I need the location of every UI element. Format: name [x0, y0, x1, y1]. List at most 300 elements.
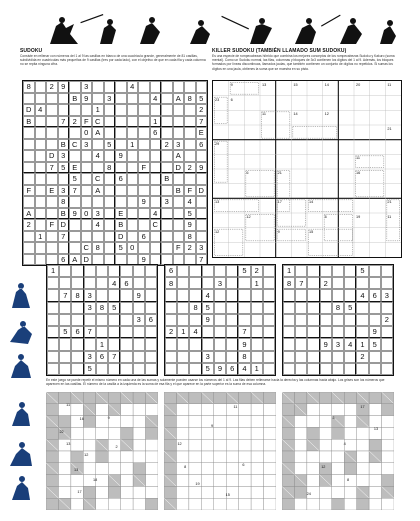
hex-sudoku-cell[interactable] [196, 231, 208, 243]
sudoku-cell[interactable]: 4 [189, 326, 201, 338]
sudoku-cell[interactable]: 6 [96, 351, 108, 363]
hex-sudoku-cell[interactable]: A [92, 185, 104, 197]
hex-sudoku-cell[interactable]: D [115, 231, 127, 243]
hex-sudoku-cell[interactable] [69, 81, 81, 93]
hex-sudoku-cell[interactable]: 7 [196, 254, 208, 266]
sudoku-cell[interactable] [332, 289, 344, 301]
sudoku-cell[interactable] [238, 302, 250, 314]
hex-sudoku-cell[interactable]: 7 [58, 116, 70, 128]
sudoku-cell[interactable] [189, 363, 201, 375]
hex-sudoku-cell[interactable] [81, 173, 93, 185]
sudoku-cell[interactable]: 6 [120, 277, 132, 289]
hex-sudoku-cell[interactable] [115, 185, 127, 197]
hex-sudoku-cell[interactable]: E [115, 208, 127, 220]
hex-sudoku-cell[interactable]: 5 [115, 242, 127, 254]
sudoku-cell[interactable] [84, 338, 96, 350]
sudoku-cell[interactable] [189, 351, 201, 363]
sudoku-cell[interactable] [96, 326, 108, 338]
hex-sudoku-cell[interactable] [150, 173, 162, 185]
hex-sudoku-cell[interactable]: 3 [104, 93, 116, 105]
hex-sudoku-cell[interactable] [92, 162, 104, 174]
sudoku-cell[interactable] [251, 351, 263, 363]
hex-sudoku-cell[interactable] [81, 185, 93, 197]
hex-sudoku-cell[interactable]: 2 [23, 219, 35, 231]
hex-sudoku-cell[interactable]: C [92, 173, 104, 185]
hex-sudoku-cell[interactable]: 4 [150, 208, 162, 220]
hex-sudoku-cell[interactable]: D [46, 150, 58, 162]
sudoku-cell[interactable] [145, 351, 157, 363]
sudoku-cell[interactable] [356, 363, 368, 375]
sudoku-cell[interactable] [238, 277, 250, 289]
sudoku-cell[interactable] [307, 314, 319, 326]
hex-sudoku-cell[interactable] [150, 162, 162, 174]
sudoku-cell[interactable] [263, 338, 275, 350]
sudoku-cell[interactable]: 3 [381, 289, 393, 301]
sudoku-cell[interactable]: 1 [96, 338, 108, 350]
hex-sudoku-cell[interactable] [173, 116, 185, 128]
sudoku-cell[interactable] [108, 314, 120, 326]
sudoku-cell[interactable]: 3 [133, 314, 145, 326]
hex-sudoku-cell[interactable] [138, 173, 150, 185]
hex-sudoku-cell[interactable] [138, 93, 150, 105]
hex-sudoku-cell[interactable]: 3 [81, 81, 93, 93]
hex-sudoku-cell[interactable]: 4 [35, 104, 47, 116]
hex-sudoku-cell[interactable] [115, 196, 127, 208]
hex-sudoku-cell[interactable] [23, 150, 35, 162]
hex-sudoku-cell[interactable] [127, 104, 139, 116]
sudoku-cell[interactable]: 2 [165, 326, 177, 338]
hex-sudoku-cell[interactable]: 6 [138, 231, 150, 243]
hex-sudoku-cell[interactable] [46, 93, 58, 105]
hex-sudoku-cell[interactable] [23, 242, 35, 254]
sudoku-cell[interactable] [238, 314, 250, 326]
hex-sudoku-cell[interactable] [138, 242, 150, 254]
hex-sudoku-cell[interactable] [138, 127, 150, 139]
sudoku-cell[interactable] [320, 302, 332, 314]
sudoku-cell[interactable] [226, 338, 238, 350]
sudoku-cell[interactable] [344, 289, 356, 301]
hex-sudoku-cell[interactable] [173, 173, 185, 185]
sudoku-cell[interactable]: 2 [356, 351, 368, 363]
hex-sudoku-cell[interactable] [150, 150, 162, 162]
hex-sudoku-cell[interactable] [127, 127, 139, 139]
sudoku-cell[interactable] [344, 351, 356, 363]
sudoku-cell[interactable]: 1 [356, 338, 368, 350]
hex-sudoku-cell[interactable] [115, 104, 127, 116]
hex-sudoku-cell[interactable]: 8 [92, 242, 104, 254]
sudoku-cell[interactable] [226, 326, 238, 338]
hex-sudoku-cell[interactable]: 6 [115, 173, 127, 185]
sudoku-cell[interactable] [108, 326, 120, 338]
sudoku-cell[interactable]: 7 [108, 351, 120, 363]
hex-sudoku-cell[interactable]: F [184, 185, 196, 197]
sudoku-cell[interactable] [344, 277, 356, 289]
sudoku-cell[interactable] [133, 338, 145, 350]
sudoku-cell[interactable]: 3 [84, 351, 96, 363]
sudoku-cell[interactable] [177, 265, 189, 277]
sudoku-cell[interactable] [381, 302, 393, 314]
hex-sudoku-cell[interactable] [35, 81, 47, 93]
hex-sudoku-cell[interactable] [138, 185, 150, 197]
hex-sudoku-cell[interactable] [150, 139, 162, 151]
hex-sudoku-cell[interactable] [138, 208, 150, 220]
hex-sudoku-cell[interactable] [35, 127, 47, 139]
sudoku-cell[interactable] [47, 326, 59, 338]
hex-sudoku-cell[interactable] [115, 139, 127, 151]
sudoku-cell[interactable] [369, 363, 381, 375]
hex-sudoku-cell[interactable] [127, 185, 139, 197]
hex-sudoku-cell[interactable] [173, 81, 185, 93]
sudoku-cell[interactable] [263, 326, 275, 338]
hex-sudoku-cell[interactable] [173, 208, 185, 220]
hex-sudoku-cell[interactable] [161, 116, 173, 128]
hex-sudoku-cell[interactable] [23, 139, 35, 151]
hex-sudoku-cell[interactable] [46, 139, 58, 151]
sudoku-cell[interactable] [295, 338, 307, 350]
hex-sudoku-cell[interactable]: 4 [150, 93, 162, 105]
hex-sudoku-cell[interactable] [184, 173, 196, 185]
hex-sudoku-cell[interactable] [92, 81, 104, 93]
hex-sudoku-cell[interactable] [69, 242, 81, 254]
hex-sudoku-cell[interactable]: A [92, 127, 104, 139]
sudoku-cell[interactable] [369, 265, 381, 277]
hex-sudoku-cell[interactable] [150, 81, 162, 93]
hex-sudoku-cell[interactable] [35, 196, 47, 208]
sudoku-cell[interactable] [251, 314, 263, 326]
sudoku-cell[interactable] [369, 277, 381, 289]
sudoku-cell[interactable] [307, 289, 319, 301]
sudoku-cell[interactable] [214, 302, 226, 314]
sudoku-cell[interactable] [369, 302, 381, 314]
sudoku-cell[interactable] [283, 351, 295, 363]
hex-sudoku-cell[interactable]: D [81, 254, 93, 266]
sudoku-cell[interactable] [47, 363, 59, 375]
hex-sudoku-cell[interactable]: 5 [58, 162, 70, 174]
sudoku-cell[interactable] [71, 277, 83, 289]
sudoku-cell[interactable] [71, 314, 83, 326]
hex-sudoku-cell[interactable] [23, 231, 35, 243]
hex-sudoku-cell[interactable]: C [92, 116, 104, 128]
hex-sudoku-cell[interactable] [138, 104, 150, 116]
sudoku-cell[interactable] [96, 314, 108, 326]
sudoku-cell[interactable]: 3 [84, 289, 96, 301]
hex-sudoku-cell[interactable] [35, 93, 47, 105]
sudoku-cell[interactable]: 8 [71, 289, 83, 301]
sudoku-cell[interactable] [381, 326, 393, 338]
sudoku-cell[interactable]: 8 [165, 277, 177, 289]
hex-sudoku-cell[interactable] [184, 104, 196, 116]
hex-sudoku-cell[interactable]: 1 [92, 104, 104, 116]
hex-sudoku-cell[interactable]: C [69, 139, 81, 151]
sudoku-cell[interactable]: 2 [320, 277, 332, 289]
hex-sudoku-cell[interactable] [104, 81, 116, 93]
sudoku-cell[interactable] [332, 351, 344, 363]
hex-sudoku-cell[interactable] [161, 93, 173, 105]
sudoku-cell[interactable] [307, 351, 319, 363]
hex-sudoku-cell[interactable]: 3 [81, 139, 93, 151]
hex-sudoku-cell[interactable] [196, 196, 208, 208]
hex-sudoku-cell[interactable]: 9 [81, 93, 93, 105]
hex-sudoku-cell[interactable]: 8 [23, 81, 35, 93]
sudoku-cell[interactable] [202, 338, 214, 350]
sudoku-cell[interactable] [226, 314, 238, 326]
sudoku-cell[interactable] [263, 265, 275, 277]
hex-sudoku-cell[interactable]: B [58, 139, 70, 151]
hex-sudoku-cell[interactable]: 8 [184, 93, 196, 105]
hex-sudoku-cell[interactable] [127, 93, 139, 105]
hex-sudoku-cell[interactable] [104, 208, 116, 220]
hex-sudoku-cell[interactable] [104, 196, 116, 208]
hex-sudoku-cell[interactable]: E [196, 127, 208, 139]
sudoku-cell[interactable] [283, 289, 295, 301]
hex-sudoku-cell[interactable]: 5 [69, 173, 81, 185]
sudoku-cell[interactable] [96, 265, 108, 277]
hex-sudoku-cell[interactable]: 8 [58, 196, 70, 208]
sudoku-cell[interactable]: 7 [84, 326, 96, 338]
hex-sudoku-cell[interactable] [104, 104, 116, 116]
hex-sudoku-cell[interactable] [184, 81, 196, 93]
sudoku-cell[interactable] [145, 302, 157, 314]
sudoku-cell[interactable] [145, 265, 157, 277]
hex-sudoku-cell[interactable] [161, 242, 173, 254]
hex-sudoku-cell[interactable] [23, 162, 35, 174]
hex-sudoku-cell[interactable] [69, 127, 81, 139]
hex-sudoku-cell[interactable]: 9 [58, 81, 70, 93]
hex-sudoku-cell[interactable] [104, 231, 116, 243]
hex-sudoku-cell[interactable] [81, 150, 93, 162]
hex-sudoku-cell[interactable]: B [161, 173, 173, 185]
sudoku-cell[interactable] [96, 363, 108, 375]
hex-sudoku-cell[interactable] [104, 185, 116, 197]
sudoku-cell[interactable] [320, 265, 332, 277]
sudoku-cell[interactable] [369, 314, 381, 326]
hex-sudoku-cell[interactable]: 7 [69, 185, 81, 197]
hex-sudoku-cell[interactable]: 5 [196, 93, 208, 105]
hex-sudoku-cell[interactable]: D [23, 104, 35, 116]
sudoku-cell[interactable] [251, 326, 263, 338]
hex-sudoku-cell[interactable] [104, 219, 116, 231]
hex-sudoku-cell[interactable]: 9 [138, 254, 150, 266]
hex-sudoku-cell[interactable] [46, 173, 58, 185]
hex-sudoku-cell[interactable]: 1 [150, 116, 162, 128]
sudoku-cell[interactable]: 9 [133, 289, 145, 301]
hex-sudoku-cell[interactable]: B [23, 116, 35, 128]
sudoku-cell[interactable]: 4 [108, 277, 120, 289]
hex-sudoku-cell[interactable]: E [46, 185, 58, 197]
sudoku-cell[interactable] [120, 338, 132, 350]
hex-sudoku-cell[interactable] [92, 231, 104, 243]
sudoku-cell[interactable] [381, 363, 393, 375]
sudoku-cell[interactable] [47, 351, 59, 363]
hex-sudoku-cell[interactable]: B [115, 219, 127, 231]
hex-sudoku-cell[interactable] [35, 173, 47, 185]
sudoku-cell[interactable] [283, 338, 295, 350]
hex-sudoku-cell[interactable] [173, 231, 185, 243]
sudoku-cell[interactable] [145, 326, 157, 338]
sudoku-cell[interactable] [145, 289, 157, 301]
sudoku-cell[interactable]: 5 [356, 265, 368, 277]
hex-sudoku-cell[interactable]: D [58, 219, 70, 231]
hex-sudoku-cell[interactable] [23, 254, 35, 266]
hex-sudoku-cell[interactable]: A [173, 150, 185, 162]
sudoku-cell[interactable] [71, 265, 83, 277]
hex-sudoku-cell[interactable]: 1 [35, 231, 47, 243]
sudoku-cell[interactable] [47, 277, 59, 289]
sudoku-cell[interactable]: 7 [238, 326, 250, 338]
sudoku-cell[interactable]: 3 [332, 338, 344, 350]
sudoku-cell[interactable]: 8 [189, 302, 201, 314]
hex-sudoku-cell[interactable] [161, 185, 173, 197]
sudoku-cell[interactable] [47, 338, 59, 350]
sudoku-cell[interactable] [295, 326, 307, 338]
sudoku-cell[interactable]: 8 [283, 277, 295, 289]
sudoku-cell[interactable] [133, 302, 145, 314]
sudoku-cell[interactable] [332, 363, 344, 375]
hex-sudoku-cell[interactable]: 3 [58, 185, 70, 197]
hex-sudoku-cell[interactable] [35, 139, 47, 151]
sudoku-cell[interactable]: 6 [145, 314, 157, 326]
sudoku-cell[interactable] [71, 338, 83, 350]
sudoku-cell[interactable] [165, 363, 177, 375]
sudoku-cell[interactable] [120, 363, 132, 375]
sudoku-cell[interactable] [263, 351, 275, 363]
hex-sudoku-cell[interactable]: 3 [58, 150, 70, 162]
sudoku-cell[interactable] [47, 302, 59, 314]
sudoku-cell[interactable] [356, 302, 368, 314]
sudoku-cell[interactable] [263, 363, 275, 375]
sudoku-cell[interactable] [59, 363, 71, 375]
sudoku-cell[interactable] [226, 289, 238, 301]
sudoku-cell[interactable] [165, 351, 177, 363]
sudoku-cell[interactable] [59, 265, 71, 277]
sudoku-cell[interactable] [189, 314, 201, 326]
sudoku-cell[interactable]: 3 [84, 302, 96, 314]
hex-sudoku-cell[interactable] [173, 104, 185, 116]
hex-sudoku-cell[interactable] [184, 139, 196, 151]
hex-sudoku-cell[interactable] [150, 196, 162, 208]
sudoku-cell[interactable] [295, 351, 307, 363]
hex-sudoku-cell[interactable] [69, 104, 81, 116]
hex-sudoku-cell[interactable]: 3 [161, 196, 173, 208]
hex-sudoku-cell[interactable] [69, 196, 81, 208]
hex-sudoku-cell[interactable]: C [150, 219, 162, 231]
hex-sudoku-cell[interactable] [138, 81, 150, 93]
sudoku-cell[interactable] [307, 338, 319, 350]
hex-sudoku-cell[interactable] [35, 242, 47, 254]
hex-sudoku-cell[interactable] [104, 242, 116, 254]
hex-sudoku-cell[interactable] [127, 196, 139, 208]
sudoku-cell[interactable] [145, 363, 157, 375]
sudoku-cell[interactable] [177, 289, 189, 301]
hex-sudoku-cell[interactable]: F [81, 116, 93, 128]
sudoku-cell[interactable]: 1 [177, 326, 189, 338]
sudoku-cell[interactable]: 4 [356, 289, 368, 301]
sudoku-cell[interactable] [332, 314, 344, 326]
hex-sudoku-cell[interactable] [115, 81, 127, 93]
hex-sudoku-cell[interactable] [127, 231, 139, 243]
hex-sudoku-cell[interactable]: B [69, 93, 81, 105]
hex-sudoku-cell[interactable] [92, 196, 104, 208]
hex-sudoku-cell[interactable] [173, 219, 185, 231]
sudoku-cell[interactable]: 5 [202, 302, 214, 314]
sudoku-cell[interactable] [283, 363, 295, 375]
sudoku-cell[interactable]: 9 [369, 326, 381, 338]
sudoku-cell[interactable] [120, 314, 132, 326]
sudoku-cell[interactable]: 5 [369, 338, 381, 350]
sudoku-cell[interactable] [369, 351, 381, 363]
hex-sudoku-cell[interactable] [81, 196, 93, 208]
hex-sudoku-cell[interactable]: 9 [138, 196, 150, 208]
sudoku-cell[interactable] [108, 265, 120, 277]
sudoku-cell[interactable]: 7 [295, 277, 307, 289]
sudoku-cell[interactable] [320, 326, 332, 338]
hex-sudoku-cell[interactable] [35, 162, 47, 174]
hex-sudoku-cell[interactable] [104, 116, 116, 128]
sudoku-cell[interactable] [47, 289, 59, 301]
sudoku-cell[interactable] [177, 351, 189, 363]
sudoku-cell[interactable] [356, 314, 368, 326]
hex-sudoku-cell[interactable] [115, 162, 127, 174]
sudoku-cell[interactable]: 5 [59, 326, 71, 338]
sudoku-cell[interactable]: 7 [59, 289, 71, 301]
sudoku-cell[interactable] [320, 314, 332, 326]
hex-sudoku-cell[interactable]: 2 [184, 162, 196, 174]
sudoku-cell[interactable]: 6 [71, 326, 83, 338]
hex-sudoku-cell[interactable]: 9 [184, 219, 196, 231]
sudoku-cell[interactable]: 8 [332, 302, 344, 314]
hex-sudoku-cell[interactable]: 2 [196, 104, 208, 116]
sudoku-cell[interactable]: 5 [202, 363, 214, 375]
sudoku-cell[interactable] [120, 302, 132, 314]
sudoku-cell[interactable] [307, 302, 319, 314]
hex-sudoku-cell[interactable]: 5 [104, 139, 116, 151]
hex-sudoku-cell[interactable] [35, 254, 47, 266]
hex-sudoku-cell[interactable] [35, 208, 47, 220]
hex-sudoku-cell[interactable]: A [23, 208, 35, 220]
hex-sudoku-cell[interactable] [46, 231, 58, 243]
hex-sudoku-cell[interactable] [35, 150, 47, 162]
hex-sudoku-cell[interactable] [46, 242, 58, 254]
sudoku-cell[interactable] [189, 338, 201, 350]
hex-sudoku-cell[interactable]: 6 [150, 127, 162, 139]
hex-sudoku-cell[interactable] [92, 93, 104, 105]
hex-sudoku-cell[interactable] [35, 219, 47, 231]
sudoku-cell[interactable]: 9 [320, 338, 332, 350]
sudoku-cell[interactable] [177, 277, 189, 289]
hex-sudoku-cell[interactable]: 2 [161, 139, 173, 151]
sudoku-cell[interactable]: 6 [165, 265, 177, 277]
hex-sudoku-cell[interactable] [138, 139, 150, 151]
hex-sudoku-cell[interactable]: 7 [196, 116, 208, 128]
sudoku-cell[interactable] [251, 338, 263, 350]
hex-sudoku-cell[interactable] [104, 150, 116, 162]
hex-sudoku-cell[interactable]: 2 [69, 116, 81, 128]
sudoku-cell[interactable] [226, 265, 238, 277]
hex-sudoku-cell[interactable]: 7 [58, 231, 70, 243]
hex-sudoku-cell[interactable]: 4 [92, 150, 104, 162]
hex-sudoku-cell[interactable] [196, 219, 208, 231]
sudoku-cell[interactable]: 8 [238, 351, 250, 363]
sudoku-cell[interactable] [307, 277, 319, 289]
hex-sudoku-cell[interactable] [184, 116, 196, 128]
hex-sudoku-cell[interactable]: C [81, 242, 93, 254]
sudoku-cell[interactable] [133, 363, 145, 375]
hex-sudoku-cell[interactable] [58, 173, 70, 185]
hex-sudoku-cell[interactable]: 1 [127, 139, 139, 151]
hex-sudoku-cell[interactable]: B [173, 185, 185, 197]
sudoku-cell[interactable] [84, 265, 96, 277]
hex-sudoku-cell[interactable]: 9 [115, 150, 127, 162]
